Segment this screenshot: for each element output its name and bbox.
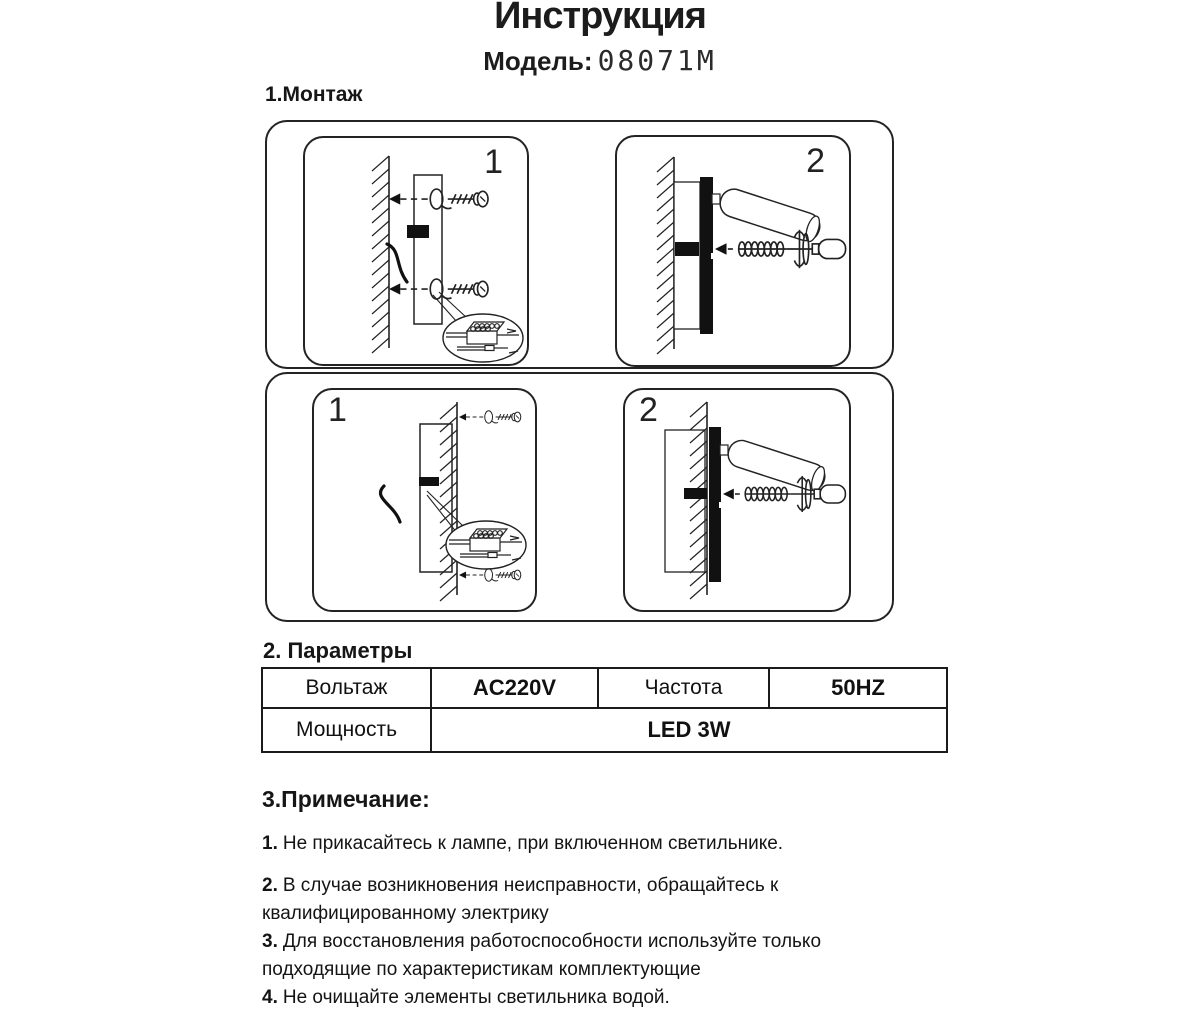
wall-icon xyxy=(372,156,389,353)
notes-heading: 3.Примечание: xyxy=(262,786,430,812)
power-wire xyxy=(380,486,400,522)
param-label-voltage: Вольтаж xyxy=(262,668,431,708)
notes-list xyxy=(262,830,927,1012)
wall-mount-plate-diagram-mirrored xyxy=(314,390,535,610)
step-number: 2 xyxy=(806,142,825,180)
note-text: Для восстановления работоспособности используйте только подходящие по характеристикам комплектующие xyxy=(262,931,822,980)
wall-icon xyxy=(657,157,674,354)
param-value-power: LED 3W xyxy=(431,708,947,752)
note-item xyxy=(262,830,927,858)
note-number: 2. xyxy=(262,875,278,896)
bar-notch xyxy=(719,502,722,508)
param-value-frequency: 50HZ xyxy=(769,668,947,708)
wire-connector-block xyxy=(407,225,429,238)
screw-icon xyxy=(389,279,488,299)
note-number: 1. xyxy=(262,833,278,854)
page-title: Инструкция xyxy=(494,0,706,37)
model-value: 08071M xyxy=(597,44,717,77)
note-item xyxy=(262,984,927,1012)
param-label-power: Мощность xyxy=(262,708,431,752)
lamp-joint xyxy=(712,194,720,204)
wall-icon xyxy=(440,402,457,601)
step-number: 1 xyxy=(484,143,503,181)
note-item xyxy=(262,872,927,928)
wire-connector-block xyxy=(419,477,439,486)
bar-notch xyxy=(711,253,714,259)
screw-icon xyxy=(459,569,521,581)
lamp-head-cylinder xyxy=(725,437,828,494)
parameters-heading: 2. Параметры xyxy=(263,638,413,663)
power-wire xyxy=(387,244,407,282)
montage-panel-1 xyxy=(265,120,894,369)
parameters-table xyxy=(261,667,948,753)
note-text: Не очищайте элементы светильника водой. xyxy=(282,987,670,1008)
wall-anchor-screw-icon xyxy=(715,230,846,268)
anchor-point xyxy=(684,488,707,499)
montage-heading: 1.Монтаж xyxy=(265,83,363,106)
lamp-mount-diagram-mirrored xyxy=(625,390,849,610)
step-number: 2 xyxy=(639,391,658,429)
param-label-frequency: Частота xyxy=(598,668,769,708)
montage-step-1b xyxy=(615,135,851,367)
note-item xyxy=(262,928,927,984)
magnifier-leader xyxy=(439,292,467,318)
model-line xyxy=(0,44,1200,77)
magnifier-leader xyxy=(433,295,457,322)
note-number: 3. xyxy=(262,931,278,952)
magnifier-leader xyxy=(427,491,464,527)
param-value-voltage: AC220V xyxy=(431,668,598,708)
terminal-block-magnifier xyxy=(446,521,526,569)
note-number: 4. xyxy=(262,987,278,1008)
montage-step-2b xyxy=(623,388,851,612)
screw-icon xyxy=(389,189,488,209)
montage-panel-2 xyxy=(265,372,894,622)
montage-step-2a xyxy=(312,388,537,612)
table-row xyxy=(262,668,947,708)
lamp-joint xyxy=(720,445,728,455)
montage-step-1a xyxy=(303,136,529,366)
anchor-point xyxy=(675,242,699,256)
screw-icon xyxy=(459,411,521,423)
backplate xyxy=(665,430,705,572)
step-number: 1 xyxy=(328,391,347,429)
terminal-block-magnifier xyxy=(443,314,523,362)
model-label: Модель: xyxy=(483,46,593,76)
note-text: Не прикасайтесь к лампе, при включенном светильнике. xyxy=(282,833,784,854)
mounting-plate xyxy=(414,175,442,324)
table-row xyxy=(262,708,947,752)
note-text: В случае возникновения неисправности, обращайтесь к квалифицированному электрику xyxy=(262,875,779,924)
